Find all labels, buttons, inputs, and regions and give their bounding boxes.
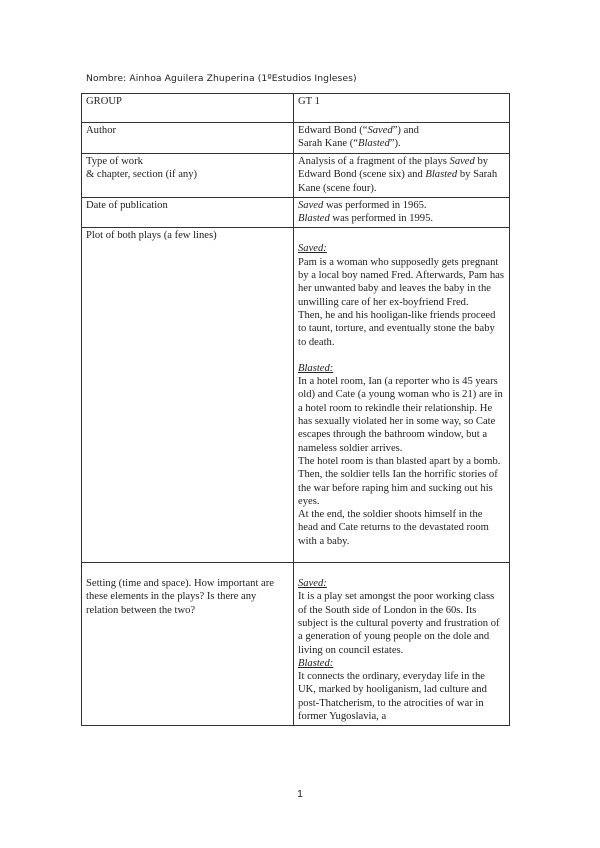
- blasted-heading: Blasted:: [298, 362, 334, 374]
- setting-label: Setting (time and space). How important are these elements in the plays? Is there any relation between the two?: [82, 563, 294, 726]
- setting-blasted-heading: Blasted:: [298, 657, 334, 669]
- plot-value: [294, 228, 510, 563]
- author-label: Author: [82, 123, 294, 154]
- type-value: Analysis of a fragment of the plays Saved by Edward Bond (scene six) and Blasted by Sarah Kane (scene four).: [294, 154, 510, 198]
- type-label: Type of work & chapter, section (if any): [82, 154, 294, 198]
- plot-label: Plot of both plays (a few lines): [82, 228, 294, 563]
- setting-saved-p1: It is a play set amongst the poor working class of the South side of London in the 60s. Its subject is the cultural poverty and frustration of a generation of young people on the dole and living on council estates.: [298, 591, 500, 656]
- blasted-plot-p3: At the end, the soldier shoots himself in the head and Cate returns to the devastated room with a baby.: [298, 509, 489, 547]
- setting-value: [294, 563, 510, 726]
- group-label: GROUP: [82, 94, 294, 123]
- saved-plot-p1: Pam is a woman who supposedly gets pregnant by a local boy named Fred. Afterwards, Pam has her unwanted baby and leaves the baby in the unwilling care of her ex-boyfriend Fred.: [298, 256, 504, 308]
- page-number: 1: [297, 788, 303, 800]
- group-value: GT 1: [294, 94, 510, 123]
- table-row-type: [82, 154, 510, 198]
- saved-plot-p2: Then, he and his hooligan-like friends proceed to taunt, torture, and eventually stone the baby to death.: [298, 309, 496, 348]
- date-value: Saved was performed in 1965. Blasted was performed in 1995.: [294, 197, 510, 228]
- author-name-line: Nombre: Ainhoa Aguilera Zhuperina (1ºEstudios Ingleses): [86, 73, 357, 84]
- setting-blasted-p1: It connects the ordinary, everyday life in the UK, marked by hooliganism, lad culture and post-Thatcherism, to the atrocities of war in former Yugoslavia, a: [298, 671, 487, 722]
- table-row-group: [82, 94, 510, 123]
- table-row-plot: [82, 228, 510, 563]
- blasted-plot-p2: The hotel room is than blasted apart by a bomb. Then, the soldier tells Ian the horrific stories of the war before raping him and sucking out his eyes.: [298, 455, 501, 507]
- info-table: [81, 93, 510, 726]
- table-row-setting: [82, 563, 510, 726]
- author-value: Edward Bond (“Saved”) and Sarah Kane (“Blasted”).: [294, 123, 510, 154]
- saved-heading: Saved:: [298, 243, 327, 255]
- table-row-author: [82, 123, 510, 154]
- table-row-date: [82, 197, 510, 228]
- date-label: Date of publication: [82, 197, 294, 228]
- blasted-plot-p1: In a hotel room, Ian (a reporter who is 45 years old) and Cate (a young woman who is 21) are in a hotel room to rekindle their relationship. He has sexually violated her in some way, so Cate escapes through the bathroom window, but a nameless soldier arrives.: [298, 376, 503, 454]
- setting-saved-heading: Saved:: [298, 578, 327, 590]
